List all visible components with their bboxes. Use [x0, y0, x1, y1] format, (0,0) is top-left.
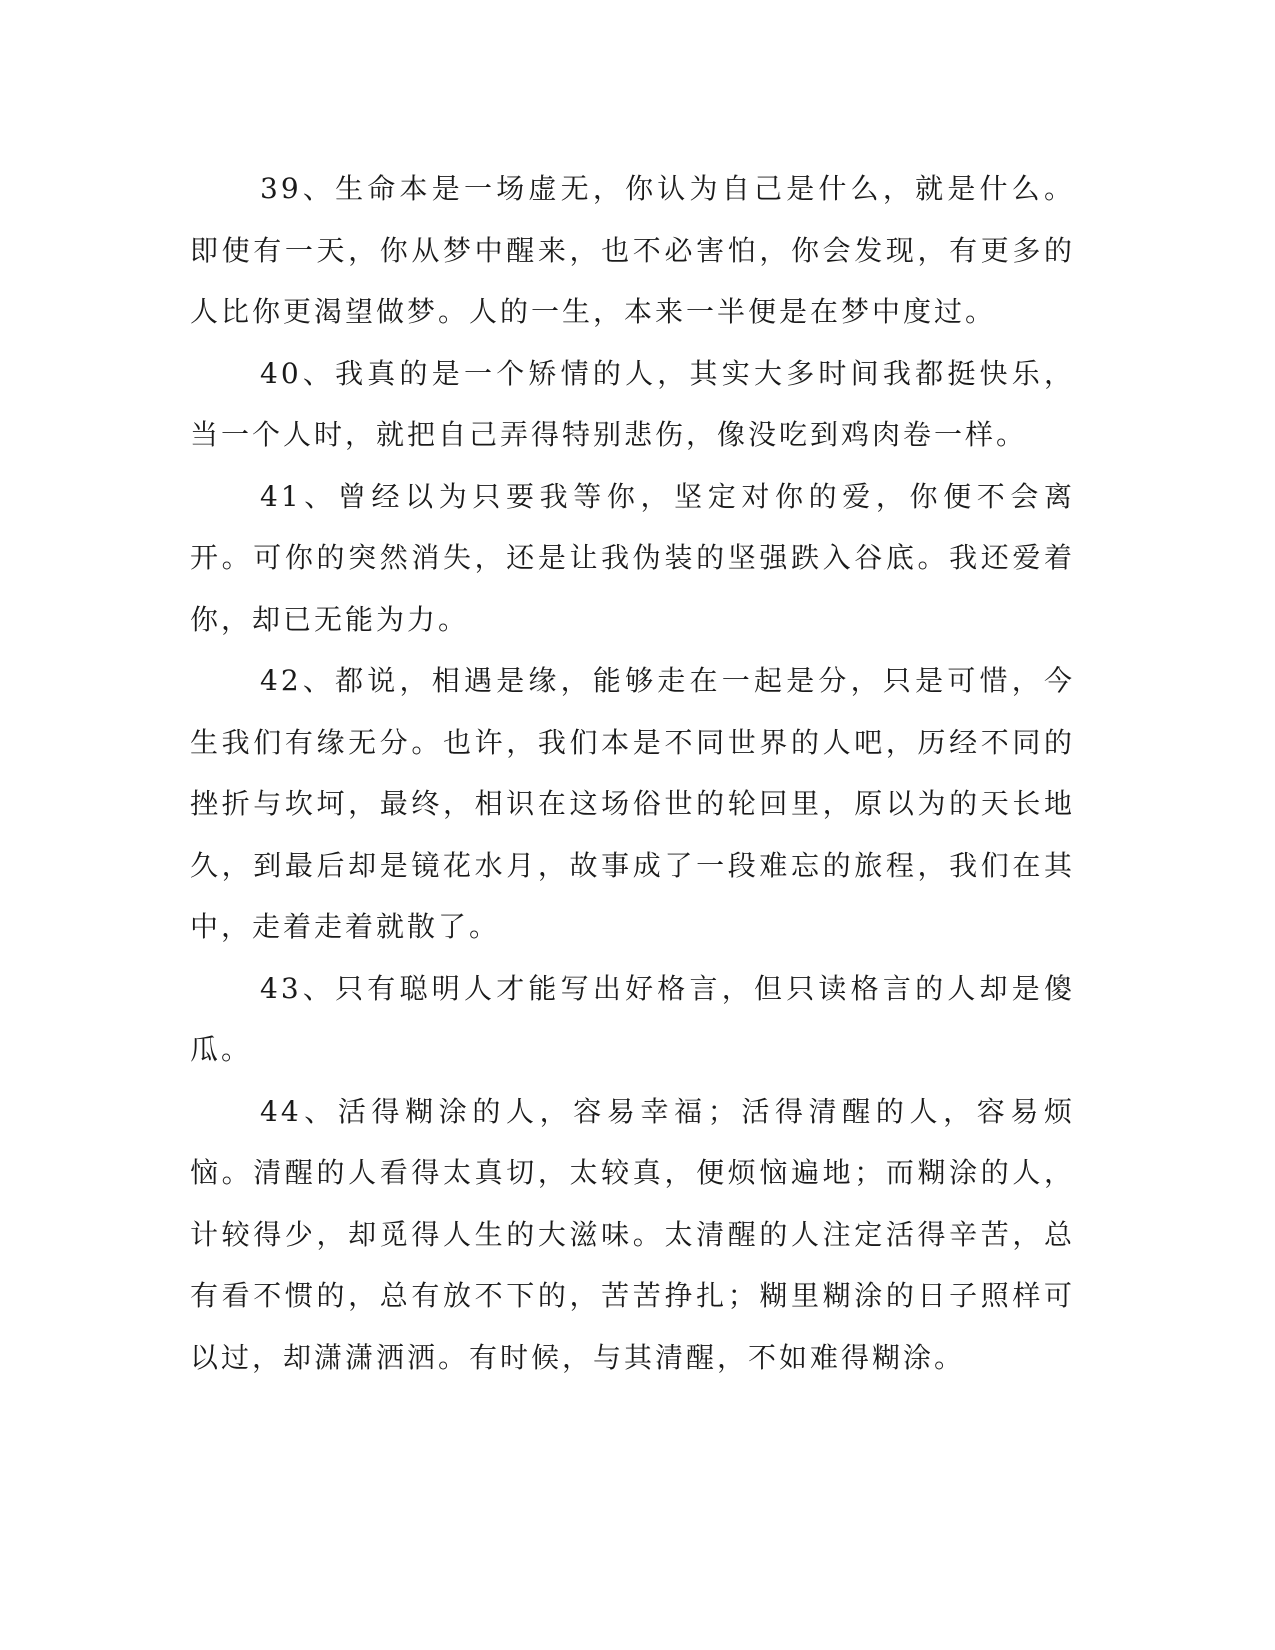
- paragraph-40: 40、我真的是一个矫情的人，其实大多时间我都挺快乐，当一个人时，就把自己弄得特别悲伤，像没吃到鸡肉卷一样。: [190, 356, 1075, 451]
- paragraph-44: 44、活得糊涂的人，容易幸福；活得清醒的人，容易烦恼。清醒的人看得太真切，太较真，便烦恼遍地；而糊涂的人，计较得少，却觅得人生的大滋味。太清醒的人注定活得辛苦，总有看不惯的，总有放不下的，苦苦挣扎；糊里糊涂的日子照样可以过，却潇潇洒洒。有时候，与其清醒，不如难得糊涂。: [190, 1094, 1075, 1374]
- paragraph-41: 41、曾经以为只要我等你，坚定对你的爱，你便不会离开。可你的突然消失，还是让我伪装的坚强跌入谷底。我还爱着你，却已无能为力。: [190, 479, 1075, 636]
- paragraph-43: 43、只有聪明人才能写出好格言，但只读格言的人却是傻瓜。: [190, 971, 1075, 1066]
- document-body: [190, 158, 1075, 1388]
- paragraph-39: 39、生命本是一场虚无，你认为自己是什么，就是什么。即使有一天，你从梦中醒来，也不必害怕，你会发现，有更多的人比你更渴望做梦。人的一生，本来一半便是在梦中度过。: [190, 172, 1075, 328]
- paragraph-42: 42、都说，相遇是缘，能够走在一起是分，只是可惜，今生我们有缘无分。也许，我们本是不同世界的人吧，历经不同的挫折与坎坷，最终，相识在这场俗世的轮回里，原以为的天长地久，到最后却是镜花水月，故事成了一段难忘的旅程，我们在其中，走着走着就散了。: [190, 664, 1075, 943]
